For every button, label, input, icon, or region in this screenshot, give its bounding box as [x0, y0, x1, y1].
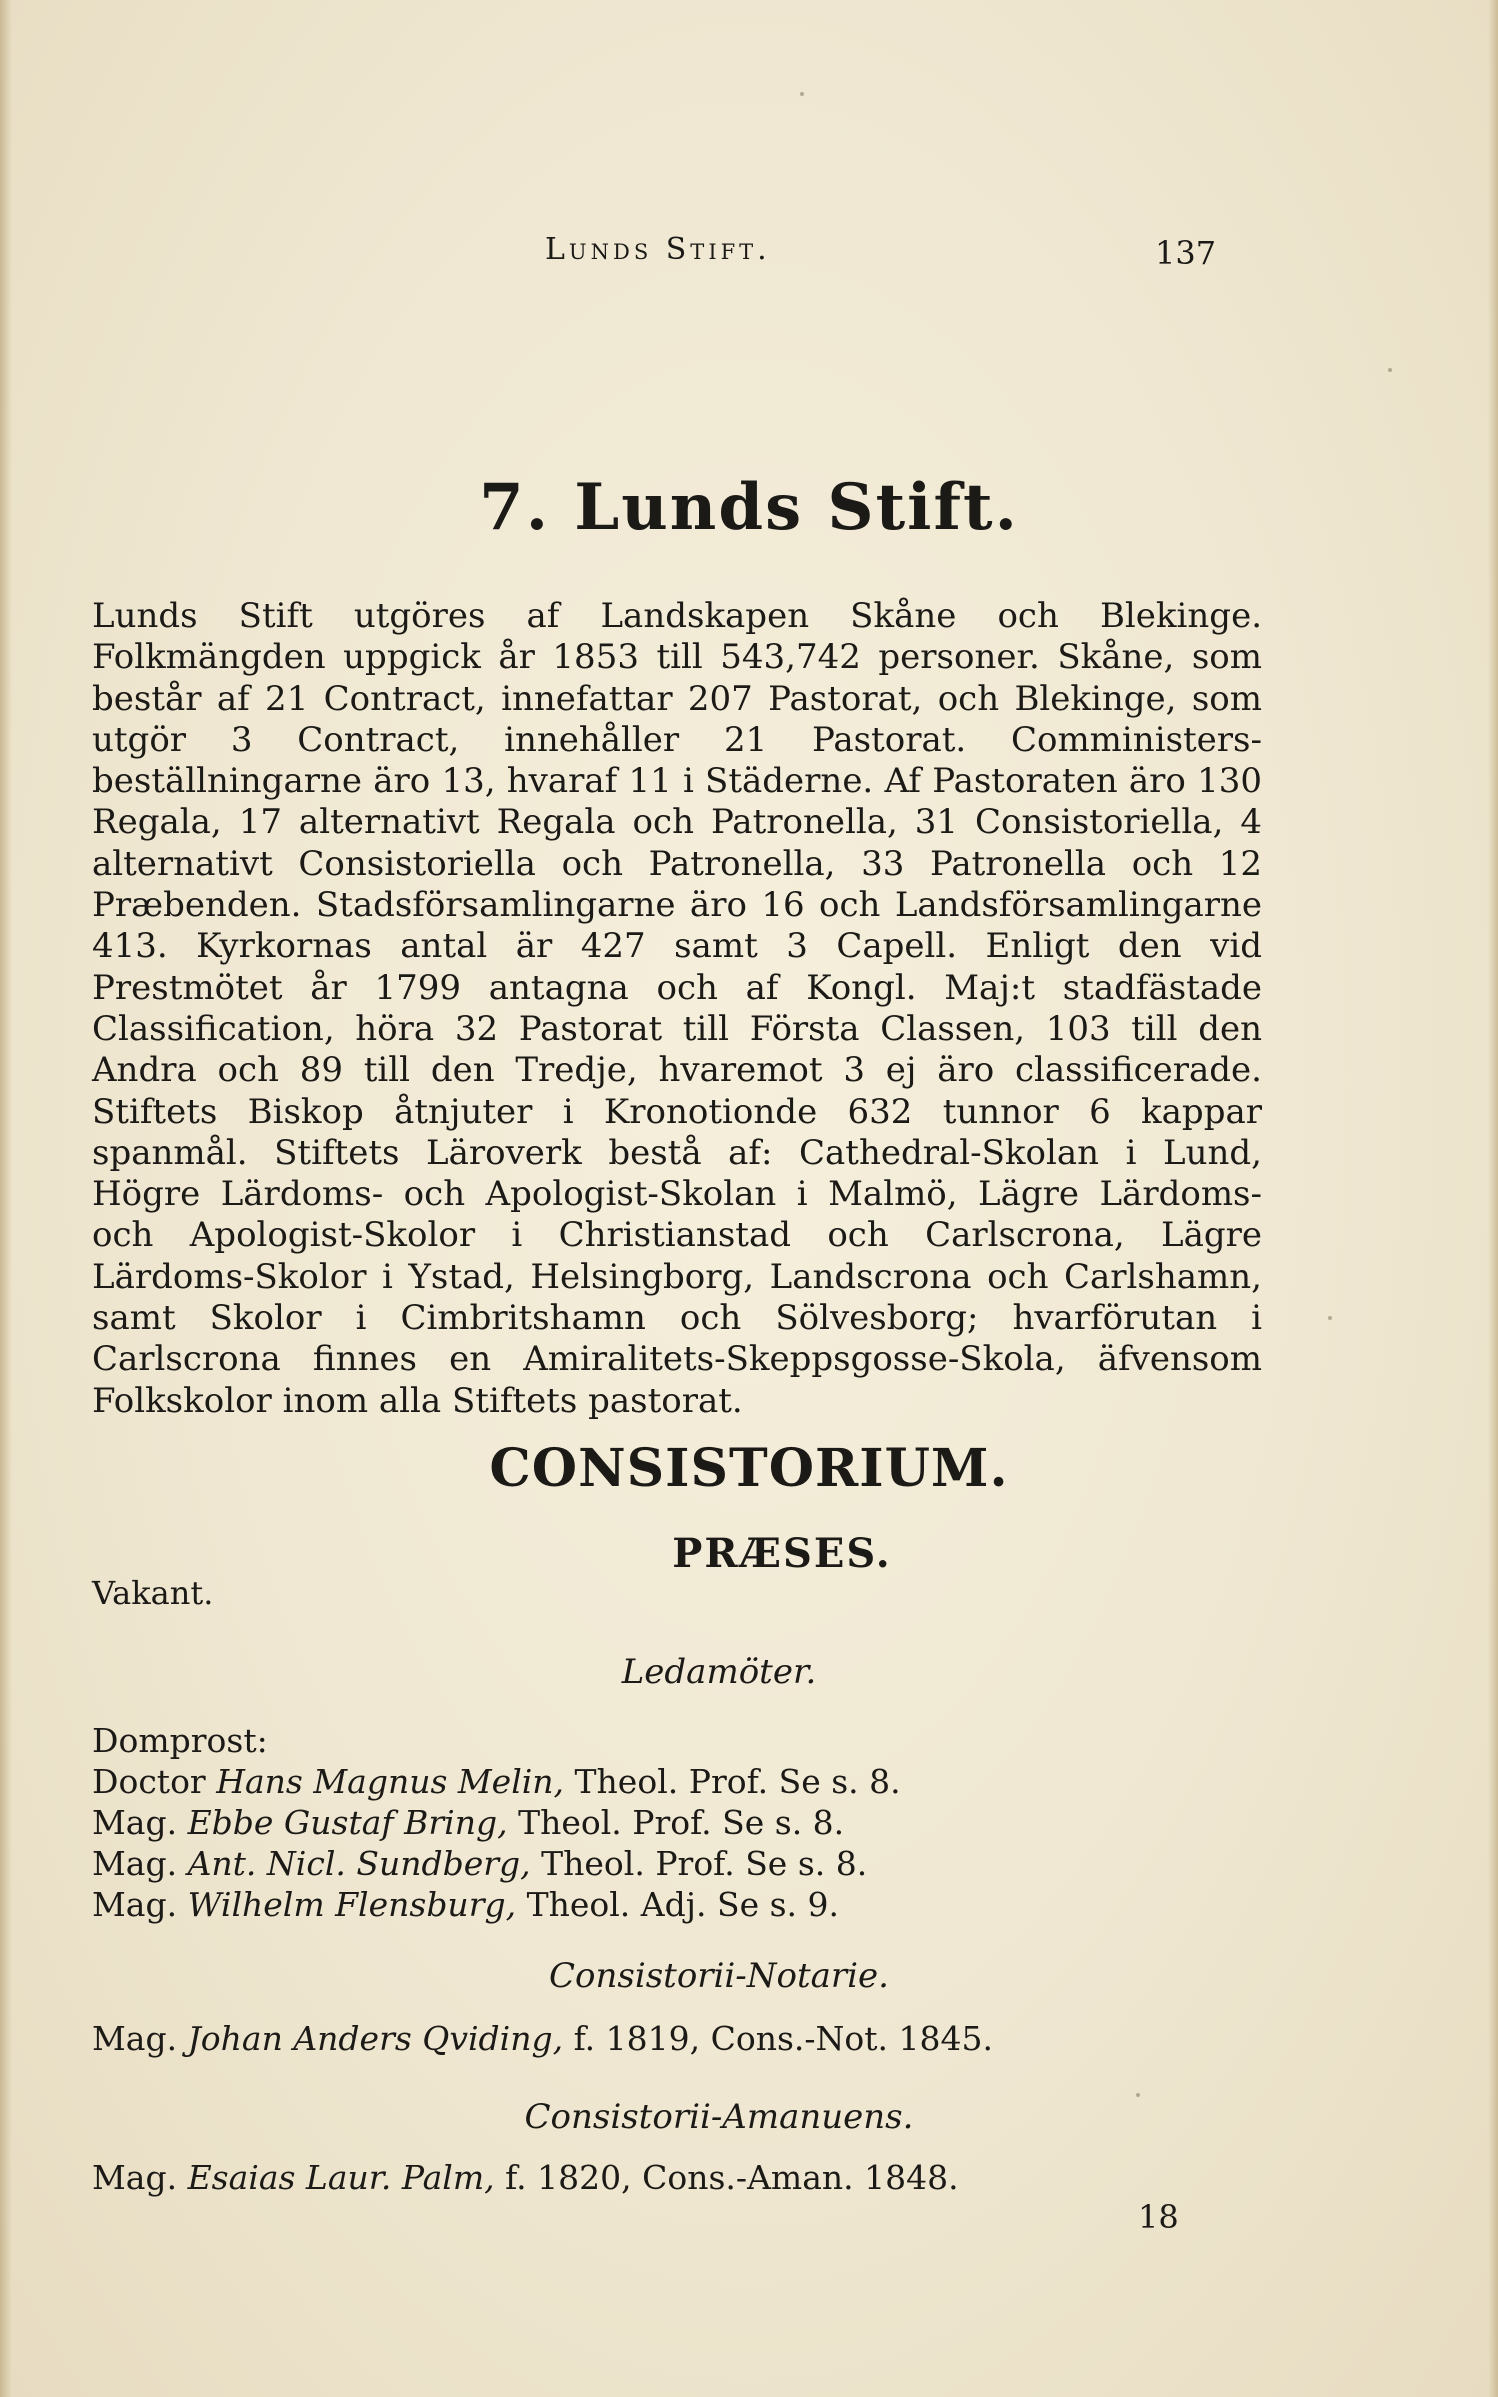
notarie-list — [92, 2018, 993, 2059]
praeses-value: Vakant. — [92, 1574, 214, 1612]
member-title: Mag. — [92, 1803, 178, 1842]
member-detail: Theol. Prof. Se s. 8. — [541, 1844, 868, 1883]
notarie-row — [92, 2018, 993, 2059]
amanuens-detail: f. 1820, Cons.-Aman. 1848. — [505, 2158, 959, 2197]
paper-speck — [1328, 1316, 1332, 1320]
member-detail: Theol. Adj. Se s. 9. — [526, 1885, 839, 1924]
member-name: Wilhelm Flensburg, — [187, 1885, 517, 1924]
domprost-label: Domprost: — [92, 1721, 268, 1760]
member-row — [92, 1843, 901, 1884]
running-header-title: Lunds Stift. — [545, 232, 771, 267]
paper-speck — [800, 92, 804, 96]
amanuens-heading: Consistorii-Amanuens. — [524, 2097, 914, 2137]
notarie-name: Johan Anders Qviding, — [187, 2019, 564, 2058]
consistorium-title: CONSISTORIUM. — [489, 1438, 1009, 1499]
praeses-title: PRÆSES. — [672, 1530, 892, 1577]
member-title: Mag. — [92, 1885, 178, 1924]
notarie-heading: Consistorii-Notarie. — [549, 1956, 889, 1996]
paper-speck — [1388, 368, 1392, 372]
chapter-heading: 7. Lunds Stift. — [479, 470, 1019, 545]
member-title: Mag. — [92, 1844, 178, 1883]
intro-paragraph: Lunds Stift utgöres af Landskapen Skåne och Blekinge. Folkmängden uppgick år 1853 till 543,742 personer. Skåne, som består af 21 Contract, innefattar 207 Pastorat, och Blekinge, som utgör 3 Contract, innehåller 21 Pastorat. Comministers-beställningarne äro 13, hvaraf 11 i Städerne. Af Pastoraten äro 130 Regala, 17 alternativt Regala och Patronella, 31 Consistoriella, 4 alternativt Consistoriella och Patronella, 33 Patronella och 12 Præbenden. Stadsförsamlingarne äro 16 och Landsförsamlingarne 413. Kyrkornas antal är 427 samt 3 Capell. Enligt den vid Prestmötet år 1799 antagna och af Kongl. Maj:t stadfästade Classification, höra 32 Pastorat till Första Classen, 103 till den Andra och 89 till den Tredje, hvaremot 3 ej äro classificerade. Stiftets Biskop åtnjuter i Kronotionde 632 tunnor 6 kappar spanmål. Stiftets Läroverk bestå af: Cathedral-Skolan i Lund, Högre Lärdoms- och Apologist-Skolan i Malmö, Lägre Lärdoms- och Apologist-Skolor i Christianstad och Carlscrona, Lägre Lärdoms-Skolor i Ystad, Helsingborg, Landscrona och Carlshamn, samt Skolor i Cimbritshamn och Sölvesborg; hvarförutan i Carlscrona finnes en Amiralitets-Skeppsgosse-Skola, äfvensom Folkskolor inom alla Stiftets pastorat. — [92, 596, 1262, 1421]
member-name: Ebbe Gustaf Bring, — [187, 1803, 508, 1842]
member-detail: Theol. Prof. Se s. 8. — [574, 1762, 901, 1801]
member-row — [92, 1761, 901, 1802]
member-title: Doctor — [92, 1762, 206, 1801]
signature-mark: 18 — [1138, 2198, 1179, 2236]
notarie-title: Mag. — [92, 2019, 178, 2058]
page-edge-left — [0, 0, 12, 2397]
member-name: Ant. Nicl. Sundberg, — [187, 1844, 531, 1883]
notarie-detail: f. 1819, Cons.-Not. 1845. — [573, 2019, 993, 2058]
member-row — [92, 1884, 901, 1925]
paper-speck — [1136, 2093, 1140, 2097]
page-number: 137 — [1155, 234, 1217, 272]
amanuens-row — [92, 2157, 959, 2198]
page-edge-right — [1488, 0, 1498, 2397]
amanuens-list — [92, 2157, 959, 2198]
member-name: Hans Magnus Melin, — [216, 1762, 565, 1801]
amanuens-name: Esaias Laur. Palm, — [187, 2158, 495, 2197]
amanuens-title: Mag. — [92, 2158, 178, 2197]
members-list — [92, 1720, 901, 1925]
member-detail: Theol. Prof. Se s. 8. — [518, 1803, 845, 1842]
member-row — [92, 1802, 901, 1843]
members-heading: Ledamöter. — [621, 1652, 817, 1692]
